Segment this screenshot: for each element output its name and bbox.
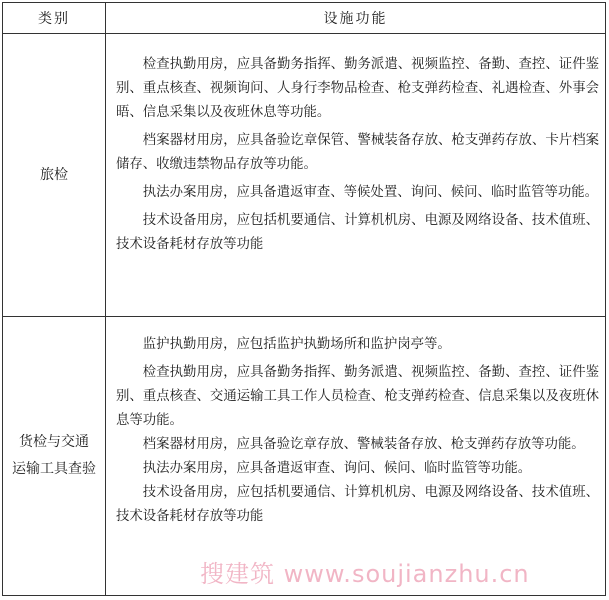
function-paragraph: 技术设备用房，应包括机要通信、计算机机房、电源及网络设备、技术值班、技术设备耗材存放等功能	[116, 213, 599, 252]
watermark-text: 搜建筑 www.soujianzhu.cn	[200, 560, 530, 588]
function-paragraph: 执法办案用房，应具备遣返审查、询问、候问、临时监管等功能。	[142, 461, 532, 476]
row-functions	[106, 34, 606, 317]
header-functions: 设施功能	[106, 3, 606, 34]
function-paragraph: 监护执勤用房，应包括监护执勤场所和监护岗亭等。	[142, 337, 451, 352]
function-paragraph: 检查执勤用房，应具备勤务指挥、勤务派遣、视频监控、备勤、查控、证件鉴别、重点核查、视频询问、人身行李物品检查、枪支弹药检查、礼遇检查、外事会晤、信息采集以及夜班休息等功能。	[116, 57, 599, 120]
table-row	[3, 317, 606, 596]
facility-function-table	[2, 2, 606, 596]
function-paragraph: 档案器材用房，应具备验讫章存放、警械装备存放、枪支弹药存放等功能。	[142, 437, 585, 452]
table-header-row	[3, 3, 606, 34]
function-paragraph: 档案器材用房，应具备验讫章保管、警械装备存放、枪支弹药存放、卡片档案储存、收缴违禁物品存放等功能。	[116, 133, 599, 172]
row-category: 旅检	[3, 34, 106, 317]
header-category: 类别	[3, 3, 106, 34]
function-paragraph: 执法办案用房，应具备遣返审查、等候处置、询问、候问、临时监管等功能。	[142, 185, 599, 200]
row-category-line: 货检与交通	[19, 434, 89, 450]
row-category-line: 运输工具查验	[12, 461, 96, 477]
function-paragraph: 检查执勤用房，应具备勤务指挥、勤务派遣、视频监控、备勤、查控、证件鉴别、重点核查、交通运输工具工作人员检查、枪支弹药检查、信息采集以及夜班休息等功能。	[116, 365, 599, 428]
table-row	[3, 34, 606, 317]
function-paragraph: 技术设备用房，应包括机要通信、计算机机房、电源及网络设备、技术值班、技术设备耗材存放等功能	[116, 485, 599, 524]
row-functions	[106, 317, 606, 596]
row-category	[3, 317, 106, 596]
